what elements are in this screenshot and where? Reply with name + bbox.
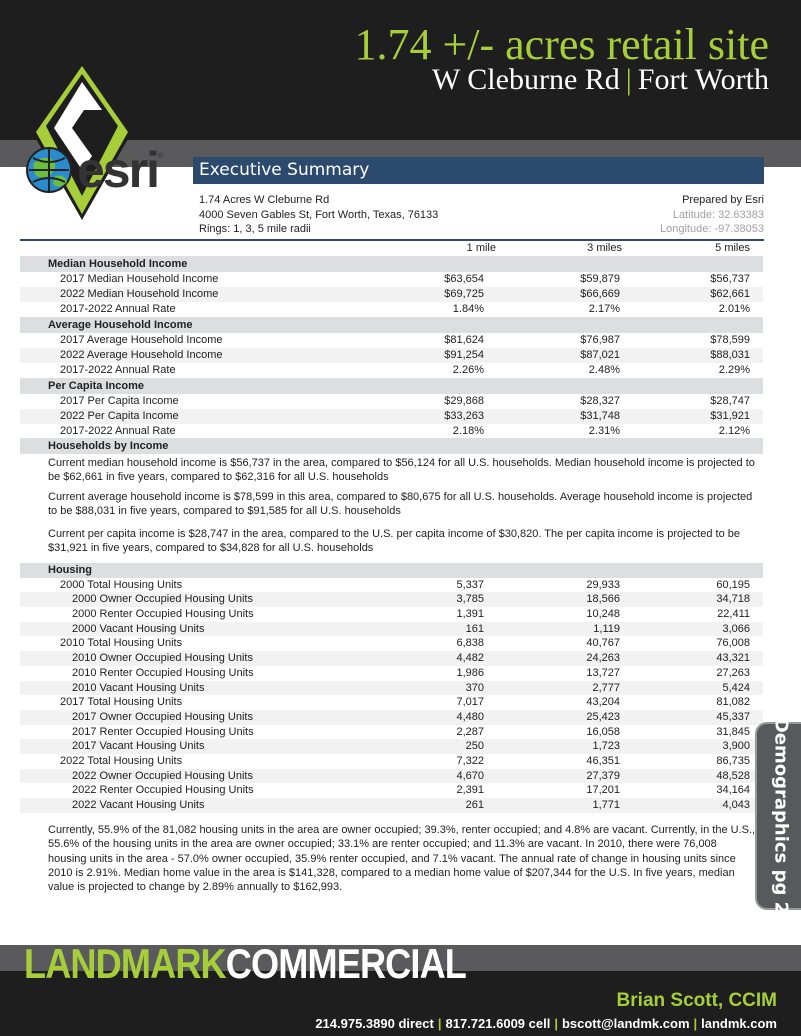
- page-tab-label: Demographics pg 2: [770, 717, 792, 915]
- paragraph: Current average household income is $78,599 in this area, compared to $80,675 for all U.S. households. Average household income is projected to be $88,031 in five years, compared to $91,585 for all U.S. households: [48, 491, 753, 518]
- cell-value: 5,337: [456, 578, 484, 591]
- cell-value: $69,725: [444, 288, 484, 300]
- cell-value: 2.31%: [588, 425, 620, 437]
- cell-value: 1.84%: [452, 303, 484, 315]
- table-row: [20, 754, 763, 769]
- cell-value: 48,528: [716, 769, 750, 782]
- row-label: 2010 Owner Occupied Housing Units: [72, 652, 253, 665]
- housing-summary: Currently, 55.9% of the 81,082 housing units in the area are owner occupied; 39.3%, renter occupied; and 4.8% are vacant. Currently, in the U.S., 55.6% of the housing units in the area are owner occupied; 33.1% are renter occupied; and 11.3% are vacant. In 2010, there were 76,008 housing units in the area - 57.0% owner occupied, 35.9% renter occupied, and 7.1% vacant. The annual rate of change in housing units since 2010 is 2.91%. Median home value in the area is $141,328, compared to a median home value of $207,344 for the U.S. In five years, median value is projected to change by 2.89% annually to $162,993.: [48, 824, 756, 894]
- row-label: 2022 Median Household Income: [60, 288, 219, 300]
- row-label: 2017 Median Household Income: [60, 273, 219, 285]
- cell-value: 22,411: [717, 608, 750, 621]
- cell-value: 2.01%: [718, 303, 750, 315]
- page-tab: [755, 717, 801, 915]
- cell-value: 1,986: [456, 666, 484, 679]
- households-by-income-section: [20, 438, 763, 454]
- cell-value: 2.26%: [452, 364, 484, 376]
- row-label: 2010 Total Housing Units: [60, 637, 183, 650]
- row-label: 2017-2022 Annual Rate: [60, 303, 176, 315]
- row-label: 2017-2022 Annual Rate: [60, 425, 176, 437]
- table-row: [20, 783, 763, 798]
- cell-value: 27,379: [586, 769, 620, 782]
- cell-value: 250: [465, 740, 484, 753]
- cell-value: 2.17%: [588, 303, 620, 315]
- phone-direct[interactable]: 214.975.3890 direct: [315, 1016, 434, 1031]
- cell-value: 40,767: [586, 637, 620, 650]
- row-label: 2000 Renter Occupied Housing Units: [72, 608, 254, 621]
- cell-value: 81,082: [716, 696, 750, 709]
- divider: [20, 239, 764, 241]
- cell-value: 18,566: [586, 593, 620, 606]
- property-location: [432, 64, 769, 96]
- table-row: [20, 424, 763, 439]
- cell-value: 7,017: [456, 696, 484, 709]
- cell-value: 4,480: [456, 710, 484, 723]
- table-row: [20, 348, 763, 363]
- cell-value: 29,933: [586, 578, 620, 591]
- table-row: [20, 409, 763, 424]
- cell-value: $91,254: [444, 349, 484, 361]
- website-link[interactable]: landmk.com: [701, 1016, 777, 1031]
- cell-value: 43,321: [716, 652, 750, 665]
- cell-value: $29,868: [444, 395, 484, 407]
- column-header-3-miles: 3 miles: [587, 242, 622, 254]
- cell-value: 46,351: [586, 754, 620, 767]
- table-row: [20, 695, 763, 710]
- section-header: Median Household Income: [20, 256, 763, 272]
- cell-value: 2.18%: [452, 425, 484, 437]
- report-info: [199, 193, 764, 237]
- street: W Cleburne Rd: [432, 63, 620, 96]
- cell-value: 5,424: [722, 681, 750, 694]
- prepared-by: Prepared by Esri: [682, 194, 764, 206]
- cell-value: 1,771: [592, 799, 620, 811]
- cell-value: 16,058: [586, 725, 620, 738]
- phone-cell[interactable]: 817.721.6009 cell: [445, 1016, 551, 1031]
- cell-value: 2,287: [456, 725, 484, 738]
- table-row: [20, 333, 763, 348]
- cell-value: 6,838: [456, 637, 484, 650]
- section-header: Households by Income: [20, 438, 763, 454]
- site-address: 4000 Seven Gables St, Fort Worth, Texas, 76133: [199, 208, 439, 221]
- divider: |: [625, 63, 632, 96]
- cell-value: $78,599: [710, 334, 750, 346]
- landmark-commercial-logo: LANDMARKCOMMERCIAL: [24, 940, 466, 987]
- city: Fort Worth: [637, 63, 769, 96]
- cell-value: 3,066: [722, 622, 750, 635]
- table-row: [20, 769, 763, 784]
- row-label: 2017-2022 Annual Rate: [60, 364, 176, 376]
- row-label: 2017 Renter Occupied Housing Units: [72, 725, 254, 738]
- cell-value: $59,879: [580, 273, 620, 285]
- cell-value: $81,624: [444, 334, 484, 346]
- section-header: Per Capita Income: [20, 378, 763, 394]
- table-row: [20, 287, 763, 302]
- rings: Rings: 1, 3, 5 mile radii: [199, 223, 311, 235]
- table-row: [20, 272, 763, 287]
- cell-value: $62,661: [710, 288, 750, 300]
- row-label: 2022 Vacant Housing Units: [72, 799, 205, 811]
- agent-name: Brian Scott, CCIM: [616, 990, 777, 1011]
- cell-value: 161: [465, 622, 484, 635]
- row-label: 2022 Owner Occupied Housing Units: [72, 769, 253, 782]
- row-label: 2010 Vacant Housing Units: [72, 681, 205, 694]
- row-label: 2017 Per Capita Income: [60, 395, 179, 407]
- row-label: 2000 Owner Occupied Housing Units: [72, 593, 253, 606]
- table-row: [20, 592, 763, 607]
- cell-value: 1,723: [592, 740, 620, 753]
- row-label: 2000 Total Housing Units: [60, 578, 183, 591]
- contact-info: 214.975.3890 direct | 817.721.6009 cell | bscott@landmk.com | landmk.com: [315, 1016, 777, 1031]
- globe-icon: [25, 146, 73, 194]
- site-name: 1.74 Acres W Cleburne Rd: [199, 194, 330, 206]
- table-row: [20, 651, 763, 666]
- table-row: [20, 622, 763, 637]
- cell-value: 3,785: [456, 593, 484, 606]
- cell-value: 7,322: [456, 754, 484, 767]
- email-link[interactable]: bscott@landmk.com: [561, 1016, 690, 1031]
- cell-value: 86,735: [716, 754, 750, 767]
- table-row: [20, 607, 763, 622]
- cell-value: 34,164: [716, 784, 750, 797]
- cell-value: 31,845: [716, 725, 750, 738]
- table-row: [20, 798, 763, 813]
- cell-value: 4,482: [456, 652, 484, 665]
- cell-value: 370: [465, 681, 484, 694]
- row-label: 2022 Total Housing Units: [60, 754, 183, 767]
- row-label: 2017 Average Household Income: [60, 334, 223, 346]
- table-row: [20, 636, 763, 651]
- cell-value: $66,669: [580, 288, 620, 300]
- cell-value: $28,327: [580, 395, 620, 407]
- row-label: 2017 Vacant Housing Units: [72, 740, 205, 753]
- table-row: [20, 681, 763, 696]
- cell-value: 261: [465, 799, 484, 811]
- table-row: [20, 578, 763, 593]
- row-label: 2022 Renter Occupied Housing Units: [72, 784, 254, 797]
- cell-value: $33,263: [444, 410, 484, 422]
- cell-value: $87,021: [580, 349, 620, 361]
- income-table: [20, 256, 763, 439]
- row-label: 2022 Average Household Income: [60, 349, 223, 361]
- cell-value: 1,119: [593, 622, 620, 635]
- cell-value: 3,900: [722, 740, 750, 753]
- cell-value: $31,748: [580, 410, 620, 422]
- cell-value: $31,921: [710, 410, 750, 422]
- paragraph: Current per capita income is $28,747 in the area, compared to the U.S. per capita income of $30,820. The per capita income is projected to be $31,921 in five years, compared to $34,828 for all U.S. households: [48, 528, 740, 555]
- table-row: [20, 725, 763, 740]
- cell-value: 45,337: [716, 710, 750, 723]
- cell-value: $88,031: [710, 349, 750, 361]
- cell-value: 4,043: [722, 799, 750, 811]
- report-title: Executive Summary: [193, 157, 764, 184]
- cell-value: $28,747: [710, 395, 750, 407]
- cell-value: 2,777: [592, 681, 620, 694]
- row-label: 2017 Owner Occupied Housing Units: [72, 710, 253, 723]
- registered-mark: ®: [157, 153, 164, 160]
- paragraph: Current median household income is $56,737 in the area, compared to $56,124 for all U.S. households. Median household income is projected to be $62,661 in five years, compared to $62,316 for all U.S. households: [48, 457, 755, 484]
- cell-value: 4,670: [456, 769, 484, 782]
- cell-value: 60,195: [716, 578, 750, 591]
- section-header: Average Household Income: [20, 317, 763, 333]
- table-row: [20, 739, 763, 754]
- section-header: Housing: [20, 563, 763, 578]
- cell-value: $76,987: [580, 334, 620, 346]
- cell-value: 24,263: [586, 652, 620, 665]
- cell-value: 76,008: [716, 637, 750, 650]
- cell-value: $63,654: [444, 273, 484, 285]
- table-row: [20, 666, 763, 681]
- table-row: [20, 710, 763, 725]
- esri-logo: [25, 142, 164, 198]
- cell-value: 2.48%: [588, 364, 620, 376]
- table-row: [20, 394, 763, 409]
- table-row: [20, 363, 763, 378]
- row-label: 2022 Per Capita Income: [60, 410, 179, 422]
- cell-value: 27,263: [716, 666, 750, 679]
- cell-value: 10,248: [586, 608, 620, 621]
- row-label: 2000 Vacant Housing Units: [72, 622, 205, 635]
- cell-value: 34,718: [716, 593, 750, 606]
- cell-value: 2.12%: [718, 425, 750, 437]
- cell-value: 2.29%: [718, 364, 750, 376]
- property-title: 1.74 +/- acres retail site: [354, 20, 769, 69]
- cell-value: 43,204: [586, 696, 620, 709]
- row-label: 2010 Renter Occupied Housing Units: [72, 666, 254, 679]
- cell-value: 25,423: [586, 710, 620, 723]
- cell-value: 13,727: [586, 666, 620, 679]
- cell-value: 17,201: [586, 784, 620, 797]
- column-header-1-mile: 1 mile: [466, 242, 496, 254]
- row-label: 2017 Total Housing Units: [60, 696, 183, 709]
- latitude: Latitude: 32.63383: [672, 208, 764, 221]
- column-header-5-miles: 5 miles: [715, 242, 750, 254]
- table-row: [20, 302, 763, 317]
- esri-wordmark: esri: [77, 142, 158, 198]
- cell-value: 1,391: [456, 608, 484, 621]
- longitude: Longitude: -97.38053: [660, 223, 764, 235]
- housing-table: [20, 563, 763, 813]
- cell-value: 2,391: [456, 784, 484, 797]
- cell-value: $56,737: [710, 273, 750, 285]
